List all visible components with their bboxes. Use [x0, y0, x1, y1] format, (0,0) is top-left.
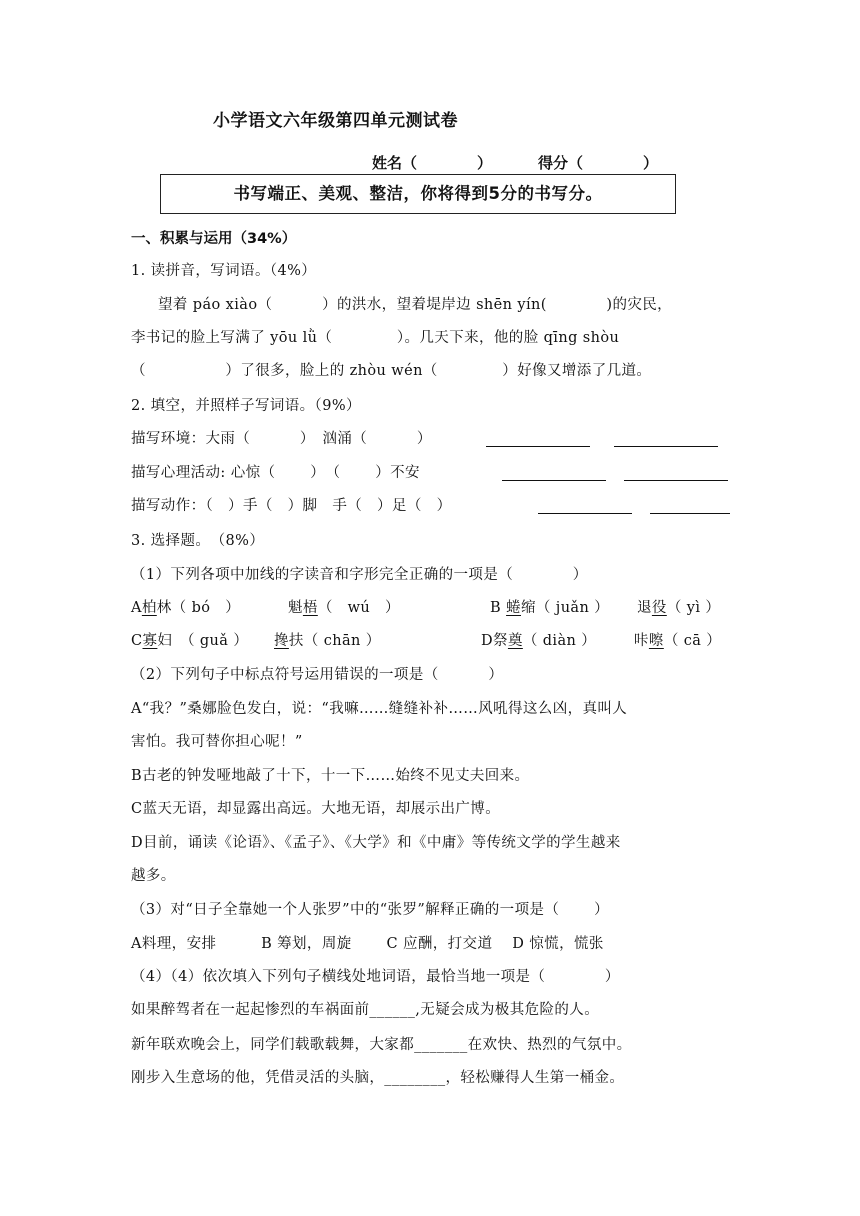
score-field: 得分（ ）: [538, 154, 659, 172]
q3-sub4-sentence-2: 新年联欢晚会上，同学们载歌载舞，大家都_______在欢快、热烈的气氛中。: [131, 1037, 632, 1053]
q3-sub2-option-d-line2: 越多。: [131, 868, 176, 884]
q2-blank-2a[interactable]: [502, 480, 606, 481]
underlined-char: 奠: [507, 633, 523, 649]
q2-blank-1a[interactable]: [486, 446, 590, 447]
q3-sub4-sentence-1: 如果醉驾者在一起起惨烈的车祸面前______,无疑会成为极其危险的人。: [131, 1002, 600, 1018]
q2-title: 2. 填空，并照样子写词语。（9%）: [131, 398, 361, 414]
q2-blank-1b[interactable]: [614, 446, 718, 447]
q3-sub2-option-d-line1: D目前，诵读《论语》、《孟子》、《大学》和《中庸》等传统文学的学生越来: [131, 835, 621, 851]
q1-title: 1. 读拼音，写词语。（4%）: [131, 263, 317, 279]
q3-sub1-option-a2: 魁梧（ wú ）: [288, 600, 400, 616]
q3-sub1-option-c1: C寡妇 （ guǎ ）: [131, 633, 249, 649]
q3-sub1-option-b1: B 蜷缩（ juǎn ）: [490, 600, 610, 616]
q3-sub4-sentence-3: 刚步入生意场的他，凭借灵活的头脑，________，轻松赚得人生第一桶金。: [131, 1070, 625, 1086]
q2-blank-3b[interactable]: [650, 513, 730, 514]
q3-sub2-option-b: B古老的钟发哑地敲了十下，十一下……始终不见丈夫回来。: [131, 768, 530, 784]
q3-sub3-options: A料理，安排 B 筹划，周旋 C 应酬，打交道 D 惊慌，慌张: [131, 936, 604, 952]
section-heading: 一、积累与运用（34%）: [131, 231, 297, 247]
q2-blank-2b[interactable]: [624, 480, 728, 481]
q3-sub1-option-c2: 搀扶（ chān ）: [274, 633, 381, 649]
underlined-char: 役: [651, 600, 667, 616]
q2-line1: 描写环境：大雨（ ） 汹涌（ ）: [131, 431, 432, 447]
underlined-char: 寡: [142, 633, 158, 649]
q3-title: 3. 选择题。 （8%）: [131, 533, 265, 549]
q3-sub2-option-a-line2: 害怕。我可替你担心呢！”: [131, 734, 303, 750]
underlined-char: 搀: [274, 633, 289, 649]
q3-sub2-option-a-line1: A“我？”桑娜脸色发白，说：“我嘛……缝缝补补……风吼得这么凶，真叫人: [131, 701, 628, 717]
underlined-char: 嚓: [648, 633, 664, 649]
q3-sub1-option-b2: 退役（ yì ）: [637, 600, 721, 616]
q1-line3: （ ）了很多，脸上的 zhòu wén（ ）好像又增添了几道。: [131, 363, 652, 379]
name-field: 姓名（ ）: [372, 154, 493, 172]
handwriting-note: 书写端正、美观、整洁，你将得到5分的书写分。: [233, 184, 603, 203]
q3-sub1-option-d1: D祭奠（ diàn ）: [481, 633, 597, 649]
q3-sub1-option-a1: A柏林（ bó ）: [131, 600, 241, 616]
q1-line1: 望着 páo xiào（ ）的洪水，望着堤岸边 shēn yín( )的灾民，: [158, 297, 673, 313]
underlined-char: 柏: [141, 600, 157, 616]
q3-sub4-stem: （4）（4）依次填入下列句子横线处地词语，最恰当地一项是（ ）: [131, 969, 620, 985]
q3-sub1-stem: （1）下列各项中加线的字读音和字形完全正确的一项是（ ）: [131, 567, 588, 583]
q3-sub2-option-c: C蓝天无语，却显露出高远。大地无语，却展示出广博。: [131, 801, 501, 817]
underlined-char: 梧: [302, 600, 318, 616]
q3-sub1-option-d2: 咔嚓（ cā ）: [634, 633, 722, 649]
q2-line2: 描写心理活动: 心惊（ ） （ ）不安: [131, 465, 420, 481]
page-title: 小学语文六年级第四单元测试卷: [213, 111, 458, 131]
q2-line3: 描写动作：（ ）手（ ）脚 手（ ）足（ ）: [131, 498, 452, 514]
q1-line2: 李书记的脸上写满了 yōu lǜ（ ）。几天下来，他的脸 qīng shòu: [131, 330, 620, 346]
q2-blank-3a[interactable]: [538, 513, 632, 514]
underlined-char: 蜷: [506, 600, 521, 616]
q3-sub2-stem: （2）下列句子中标点符号运用错误的一项是（ ）: [131, 667, 504, 683]
q3-sub3-stem: （3）对“日子全靠她一个人张罗”中的“张罗”解释正确的一项是（ ）: [131, 902, 609, 918]
